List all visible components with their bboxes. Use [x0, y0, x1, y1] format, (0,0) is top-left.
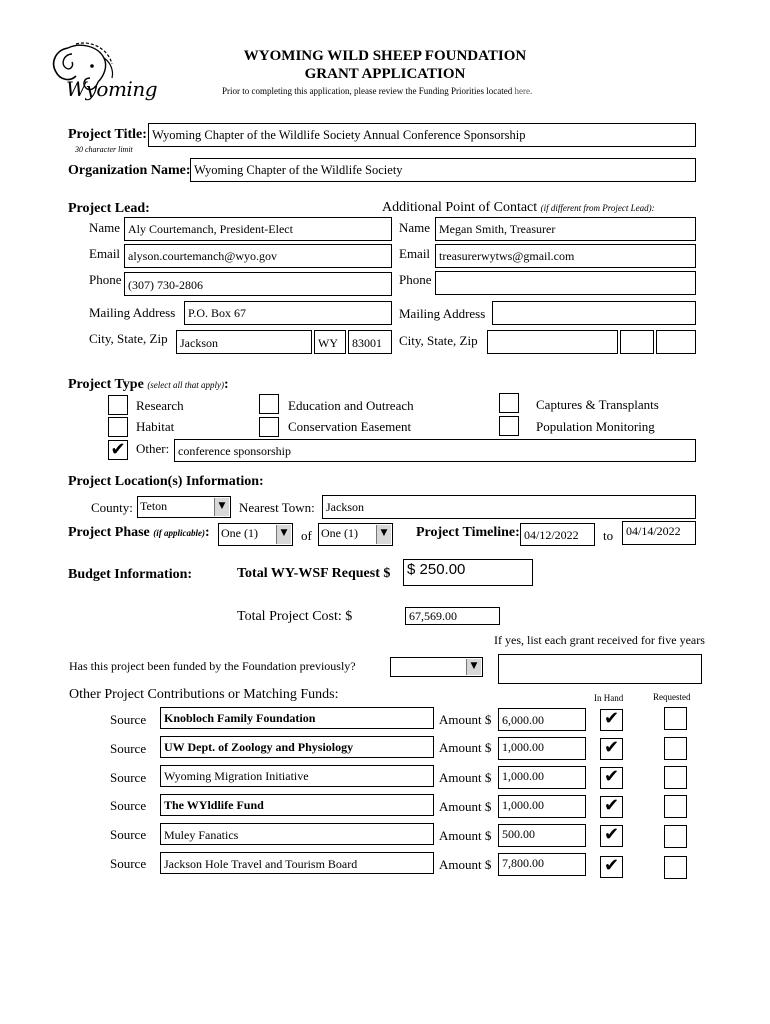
contributions-heading: Other Project Contributions or Matching Funds: [69, 687, 339, 702]
amount-label: Amount $ [439, 740, 492, 755]
in-hand-checkbox[interactable]: ✔ [600, 825, 623, 847]
in-hand-checkbox[interactable]: ✔ [600, 738, 623, 760]
amount-field[interactable]: 500.00 [498, 824, 586, 847]
in-hand-checkbox[interactable]: ✔ [600, 856, 623, 878]
location-heading: Project Location(s) Information: [68, 474, 264, 489]
contact-email-field[interactable]: treasurerwytws@gmail.com [435, 244, 696, 268]
county-value: Teton [140, 499, 168, 513]
request-field[interactable]: $ 250.00 [403, 559, 533, 586]
habitat-checkbox[interactable] [108, 417, 128, 437]
funding-note [222, 83, 532, 99]
amount-field[interactable]: 7,800.00 [498, 853, 586, 876]
contact-city-state-zip-label: City, State, Zip [399, 333, 478, 348]
contact-city-field[interactable] [487, 330, 618, 354]
phase-total-value: One (1) [321, 526, 358, 540]
grants-list-field[interactable] [498, 654, 702, 684]
lead-city-state-zip-label: City, State, Zip [89, 331, 168, 346]
requested-checkbox[interactable] [664, 825, 687, 848]
other-label: Other: [136, 441, 170, 456]
lead-name-field[interactable]: Aly Courtemanch, President-Elect [124, 217, 392, 241]
amount-field[interactable]: 1,000.00 [498, 795, 586, 818]
contact-name-label: Name [399, 220, 431, 235]
population-checkbox[interactable] [499, 416, 519, 436]
project-type-colon: : [224, 377, 229, 392]
contact-heading-text: Additional Point of Contact [382, 200, 538, 215]
amount-field[interactable]: 1,000.00 [498, 737, 586, 760]
nearest-town-field[interactable]: Jackson [322, 495, 696, 519]
chevron-down-icon[interactable]: ▼ [276, 525, 291, 544]
requested-checkbox[interactable] [664, 737, 687, 760]
requested-checkbox[interactable] [664, 856, 687, 879]
source-field[interactable]: Knobloch Family Foundation [160, 707, 434, 729]
amount-label: Amount $ [439, 799, 492, 814]
requested-checkbox[interactable] [664, 766, 687, 789]
other-field[interactable]: conference sponsorship [174, 439, 696, 462]
phase-value: One (1) [221, 526, 258, 540]
lead-email-field[interactable]: alyson.courtemanch@wyo.gov [124, 244, 392, 268]
project-title-label: Project Title: [68, 127, 147, 142]
source-label: Source [110, 856, 147, 871]
lead-city-field[interactable]: Jackson [176, 330, 312, 354]
amount-label: Amount $ [439, 712, 492, 727]
source-field[interactable]: The WYldlife Fund [160, 794, 434, 816]
conservation-label: Conservation Easement [288, 419, 412, 434]
nearest-town-label: Nearest Town: [239, 500, 315, 515]
lead-name-label: Name [89, 220, 121, 235]
project-type-heading [68, 377, 229, 393]
contact-phone-field[interactable] [435, 271, 696, 295]
source-label: Source [110, 712, 147, 727]
in-hand-checkbox[interactable]: ✔ [600, 796, 623, 818]
lead-state-field[interactable]: WY [314, 330, 346, 354]
contact-name-field[interactable]: Megan Smith, Treasurer [435, 217, 696, 241]
requested-checkbox[interactable] [664, 795, 687, 818]
source-label: Source [110, 798, 147, 813]
project-phase-colon: : [205, 525, 210, 540]
timeline-end-field[interactable]: 04/14/2022 [622, 521, 696, 545]
chevron-down-icon[interactable]: ▼ [214, 498, 229, 516]
form-subtitle: GRANT APPLICATION [304, 66, 466, 82]
lead-phone-field[interactable]: (307) 730-2806 [124, 272, 392, 296]
in-hand-checkbox[interactable]: ✔ [600, 709, 623, 731]
source-label: Source [110, 770, 147, 785]
chevron-down-icon[interactable]: ▼ [376, 525, 391, 544]
lead-mailing-field[interactable]: P.O. Box 67 [184, 301, 392, 325]
contact-mailing-field[interactable] [492, 301, 696, 325]
research-checkbox[interactable] [108, 395, 128, 415]
conservation-checkbox[interactable] [259, 417, 279, 437]
phase-of-label: of [301, 528, 312, 543]
project-phase-label [68, 525, 210, 541]
county-label: County: [91, 500, 133, 515]
source-field[interactable]: Wyoming Migration Initiative [160, 765, 434, 787]
funding-note-text: Prior to completing this application, please review the Funding Priorities located [222, 86, 513, 96]
budget-heading: Budget Information: [68, 567, 193, 582]
source-field[interactable]: UW Dept. of Zoology and Physiology [160, 736, 434, 758]
request-label: Total WY-WSF Request $ [237, 566, 391, 581]
population-label: Population Monitoring [536, 419, 655, 434]
amount-label: Amount $ [439, 770, 492, 785]
funding-priorities-link[interactable]: here. [514, 86, 533, 96]
project-phase-hint: (if applicable) [153, 528, 205, 538]
project-phase-text: Project Phase [68, 525, 150, 540]
timeline-start-field[interactable]: 04/12/2022 [520, 523, 595, 546]
phase-dropdown[interactable] [218, 523, 293, 546]
project-title-hint: 30 character limit [75, 145, 133, 154]
phase-total-dropdown[interactable] [318, 523, 393, 546]
other-checkbox[interactable]: ✔ [108, 440, 128, 460]
logo-wordmark: Wyoming [66, 77, 158, 101]
source-field[interactable]: Muley Fanatics [160, 823, 434, 845]
organization-field[interactable]: Wyoming Chapter of the Wildlife Society [190, 158, 696, 182]
education-label: Education and Outreach [288, 398, 414, 413]
captures-label: Captures & Transplants [536, 397, 659, 412]
funded-dropdown[interactable] [390, 657, 483, 677]
timeline-label: Project Timeline: [416, 525, 520, 540]
amount-field[interactable]: 1,000.00 [498, 766, 586, 789]
source-label: Source [110, 741, 147, 756]
source-field[interactable]: Jackson Hole Travel and Tourism Board [160, 852, 434, 874]
requested-header: Requested [653, 692, 691, 702]
contact-phone-label: Phone [399, 272, 432, 287]
project-type-heading-text: Project Type [68, 377, 144, 392]
project-type-hint: (select all that apply) [147, 380, 225, 390]
total-cost-label: Total Project Cost: $ [237, 609, 353, 624]
education-checkbox[interactable] [259, 394, 279, 414]
form-title: WYOMING WILD SHEEP FOUNDATION [243, 48, 527, 64]
total-cost-field[interactable]: 67,569.00 [405, 607, 500, 625]
requested-checkbox[interactable] [664, 707, 687, 730]
chevron-down-icon[interactable]: ▼ [466, 659, 481, 675]
amount-field[interactable]: 6,000.00 [498, 708, 586, 731]
in-hand-checkbox[interactable]: ✔ [600, 767, 623, 789]
contact-zip-field[interactable] [656, 330, 696, 354]
funded-question: Has this project been funded by the Foundation previously? [69, 659, 356, 673]
lead-zip-field[interactable]: 83001 [348, 330, 392, 354]
in-hand-header: In Hand [594, 693, 624, 703]
contact-state-field[interactable] [620, 330, 654, 354]
lead-mailing-label: Mailing Address [89, 305, 176, 320]
lead-phone-label: Phone [89, 272, 122, 287]
contact-email-label: Email [399, 246, 431, 261]
amount-label: Amount $ [439, 857, 492, 872]
source-label: Source [110, 827, 147, 842]
contact-heading [382, 200, 655, 216]
captures-checkbox[interactable] [499, 393, 519, 413]
timeline-to-label: to [603, 528, 614, 543]
project-title-field[interactable]: Wyoming Chapter of the Wildlife Society Annual Conference Sponsorship [148, 123, 696, 147]
habitat-label: Habitat [136, 419, 175, 434]
organization-label: Organization Name: [68, 163, 191, 178]
lead-email-label: Email [89, 246, 121, 261]
contact-mailing-label: Mailing Address [399, 306, 486, 321]
project-lead-heading: Project Lead: [68, 201, 150, 216]
amount-label: Amount $ [439, 828, 492, 843]
county-dropdown[interactable] [137, 496, 231, 518]
research-label: Research [136, 398, 184, 413]
contact-heading-note: (if different from Project Lead): [540, 203, 655, 213]
grants-note: If yes, list each grant received for five years [494, 633, 705, 647]
